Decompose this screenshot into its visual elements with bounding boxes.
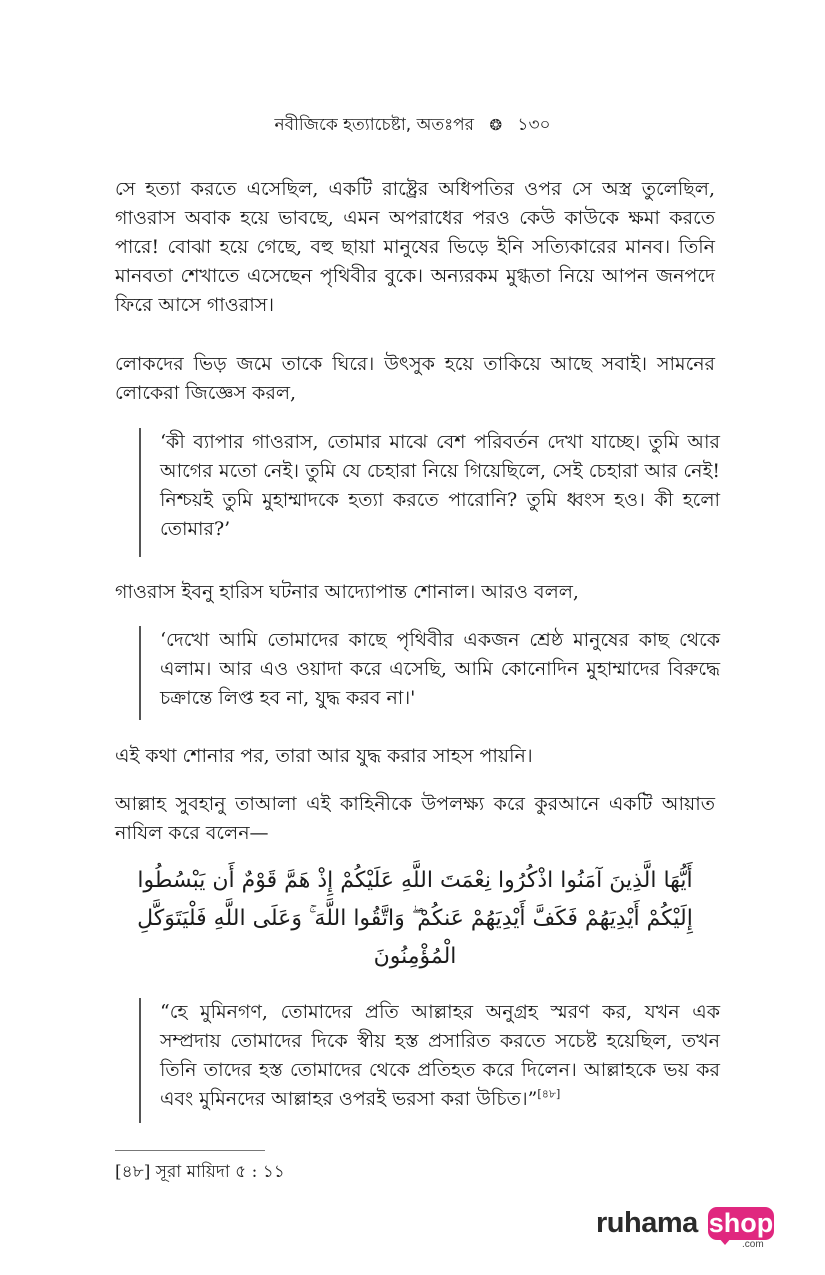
logo-speech-bubble: shop xyxy=(708,1208,774,1238)
logo-bubble-tail xyxy=(718,1237,732,1245)
chapter-title: নবীজিকে হত্যাচেষ্টা, অতঃপর xyxy=(274,115,475,135)
verse-translation-quote xyxy=(139,998,720,1123)
paragraph-4: এই কথা শোনার পর, তারা আর যুদ্ধ করার সাহস পায়নি। xyxy=(115,745,533,767)
footnote: [৪৮] সূরা মায়িদা ৫ : ১১ xyxy=(115,1162,285,1182)
page-number: ১৩০ xyxy=(517,115,551,135)
running-header xyxy=(0,112,825,140)
paragraph-5: আল্লাহ সুবহানু তাআলা এই কাহিনীকে উপলক্ষ্য করে কুরআনে একটি আয়াত নাযিল করে বলেন— xyxy=(115,793,715,844)
blockquote-1 xyxy=(139,428,720,557)
blockquote-2 xyxy=(139,626,720,720)
footnote-reference[interactable]: [৪৮] xyxy=(537,1087,561,1101)
footnote-divider xyxy=(115,1150,265,1151)
verse-translation-text: “হে মুমিনগণ, তোমাদের প্রতি আল্লাহর অনুগ্রহ স্মরণ কর, যখন এক সম্প্রদায় তোমাদের দিকে স্বীয় হস্ত প্রসারিত করতে সচেষ্ট হয়েছিল, তখন তিনি তাদের হস্ত তোমাদের থেকে প্রতিহত করে দিলেন। আল্লাহকে ভয় কর এবং মুমিনদের আল্লাহর ওপরই ভরসা করা উচিত।” xyxy=(160,1001,720,1110)
blockquote-2-text: ‘দেখো আমি তোমাদের কাছে পৃথিবীর একজন শ্রেষ্ঠ মানুষের কাছ থেকে এলাম। আর এও ওয়াদা করে এসেছি, আমি কোনোদিন মুহাম্মাদের বিরুদ্ধে চক্রান্তে লিপ্ত হব না, যুদ্ধ করব না।' xyxy=(160,629,720,709)
ornament-icon: ❂ xyxy=(489,116,503,134)
logo-domain-suffix: .com xyxy=(742,1239,764,1250)
paragraph-2: লোকদের ভিড় জমে তাকে ঘিরে। উৎসুক হয়ে তাকিয়ে আছে সবাই। সামনের লোকেরা জিজ্ঞেস করল, xyxy=(115,353,715,404)
paragraph-3: গাওরাস ইবনু হারিস ঘটনার আদ্যোপান্ত শোনাল। আরও বলল, xyxy=(115,581,579,603)
blockquote-1-text: ‘কী ব্যাপার গাওরাস, তোমার মাঝে বেশ পরিবর্তন দেখা যাচ্ছে। তুমি আর আগের মতো নেই। তুমি যে চেহারা নিয়ে গিয়েছিলে, সেই চেহারা আর নেই! নিশ্চয়ই তুমি মুহাম্মাদকে হত্যা করতে পারোনি? তুমি ধ্বংস হও। কী হলো তোমার?’ xyxy=(160,431,720,540)
paragraph-1: সে হত্যা করতে এসেছিল, একটি রাষ্ট্রের অধিপতির ওপর সে অস্ত্র তুলেছিল, গাওরাস অবাক হয়ে ভাবছে, এমন অপরাধের পরও কেউ কাউকে ক্ষমা করতে পারে! বোঝা হয়ে গেছে, বহু ছায়া মানুষের ভিড়ে ইনি সত্যিকারের মানব। তিনি মানবতা শেখাতে এসেছেন পৃথিবীর বুকে। অন্যরকম মুগ্ধতা নিয়ে আপন জনপদে ফিরে আসে গাওরাস। xyxy=(115,178,715,316)
publisher-logo xyxy=(596,1205,786,1250)
verse-translation-paragraph xyxy=(160,998,720,1114)
quran-verse-arabic: أَيُّهَا الَّذِينَ آمَنُوا اذْكُرُوا نِعْمَتَ اللَّهِ عَلَيْكُمْ إِذْ هَمَّ قَوْمٌ أَن يَبْسُطُوا إِلَيْكُمْ أَيْدِيَهُمْ فَكَفَّ أَيْدِيَهُمْ عَنكُمْ ۖ وَاتَّقُوا اللَّهَ ۚ وَعَلَى اللَّهِ فَلْيَتَوَكَّلِ الْمُؤْمِنُونَ xyxy=(137,868,693,969)
logo-wordmark: ruhama xyxy=(596,1207,698,1239)
